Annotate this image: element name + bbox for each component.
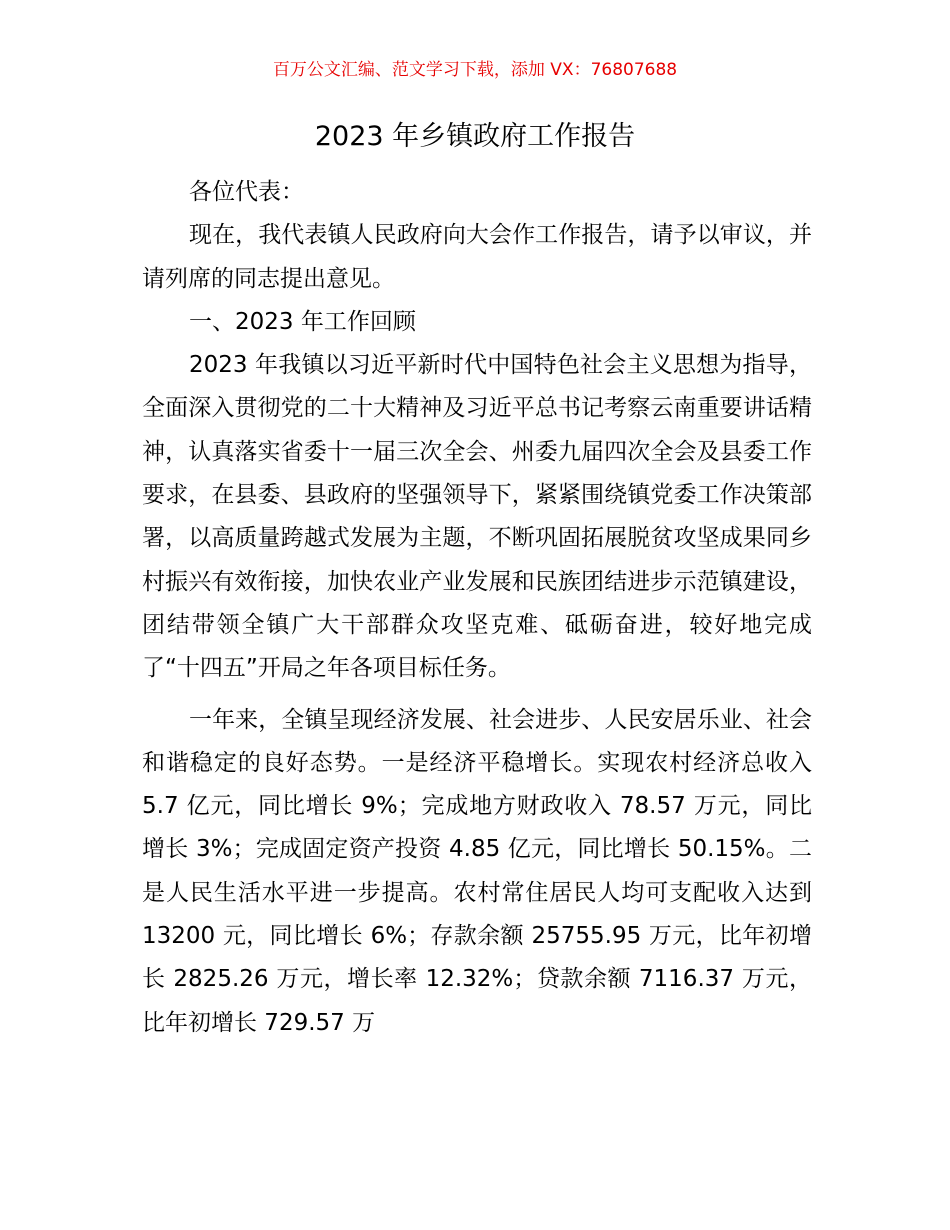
paragraph-achievements: 一年来，全镇呈现经济发展、社会进步、人民安居乐业、社会和谐稳定的良好态势。一是经济平稳增长。实现农村经济总收入 5.7 亿元，同比增长 9%；完成地方财政收入 78.57 万元，同比增长 3%；完成固定资产投资 4.85 亿元，同比增长 50.15%。二是人民生活水平进一步提高。农村常住居民人均可支配收入达到 13200 元，同比增长 6%；存款余额 25755.95 万元，比年初增长 2825.26 万元，增长率 12.32%；贷款余额 7116.37 万元，比年初增长 729.57 万 [142, 706, 812, 1036]
paragraph-review: 2023 年我镇以习近平新时代中国特色社会主义思想为指导，全面深入贯彻党的二十大精神及习近平总书记考察云南重要讲话精神，认真落实省委十一届三次全会、州委九届四次全会及县委工作要求，在县委、县政府的坚强领导下，紧紧围绕镇党委工作决策部署，以高质量跨越式发展为主题，不断巩固拓展脱贫攻坚成果同乡村振兴有效衔接，加快农业产业发展和民族团结进步示范镇建设，团结带领全镇广大干部群众攻坚克难、砥砺奋进，较好地完成了“十四五”开局之年各项目标任务。 [142, 352, 812, 682]
section-heading: 一、2023 年工作回顾 [189, 308, 416, 335]
document-title: 2023 年乡镇政府工作报告 [314, 121, 636, 152]
header-watermark-note: 百万公文汇编、范文学习下载，添加 VX：76807688 [272, 60, 678, 80]
document-body [142, 171, 812, 1045]
salutation: 各位代表： [189, 179, 304, 205]
paragraph-intro: 现在，我代表镇人民政府向大会作工作报告，请予以审议，并请列席的同志提出意见。 [142, 222, 812, 292]
